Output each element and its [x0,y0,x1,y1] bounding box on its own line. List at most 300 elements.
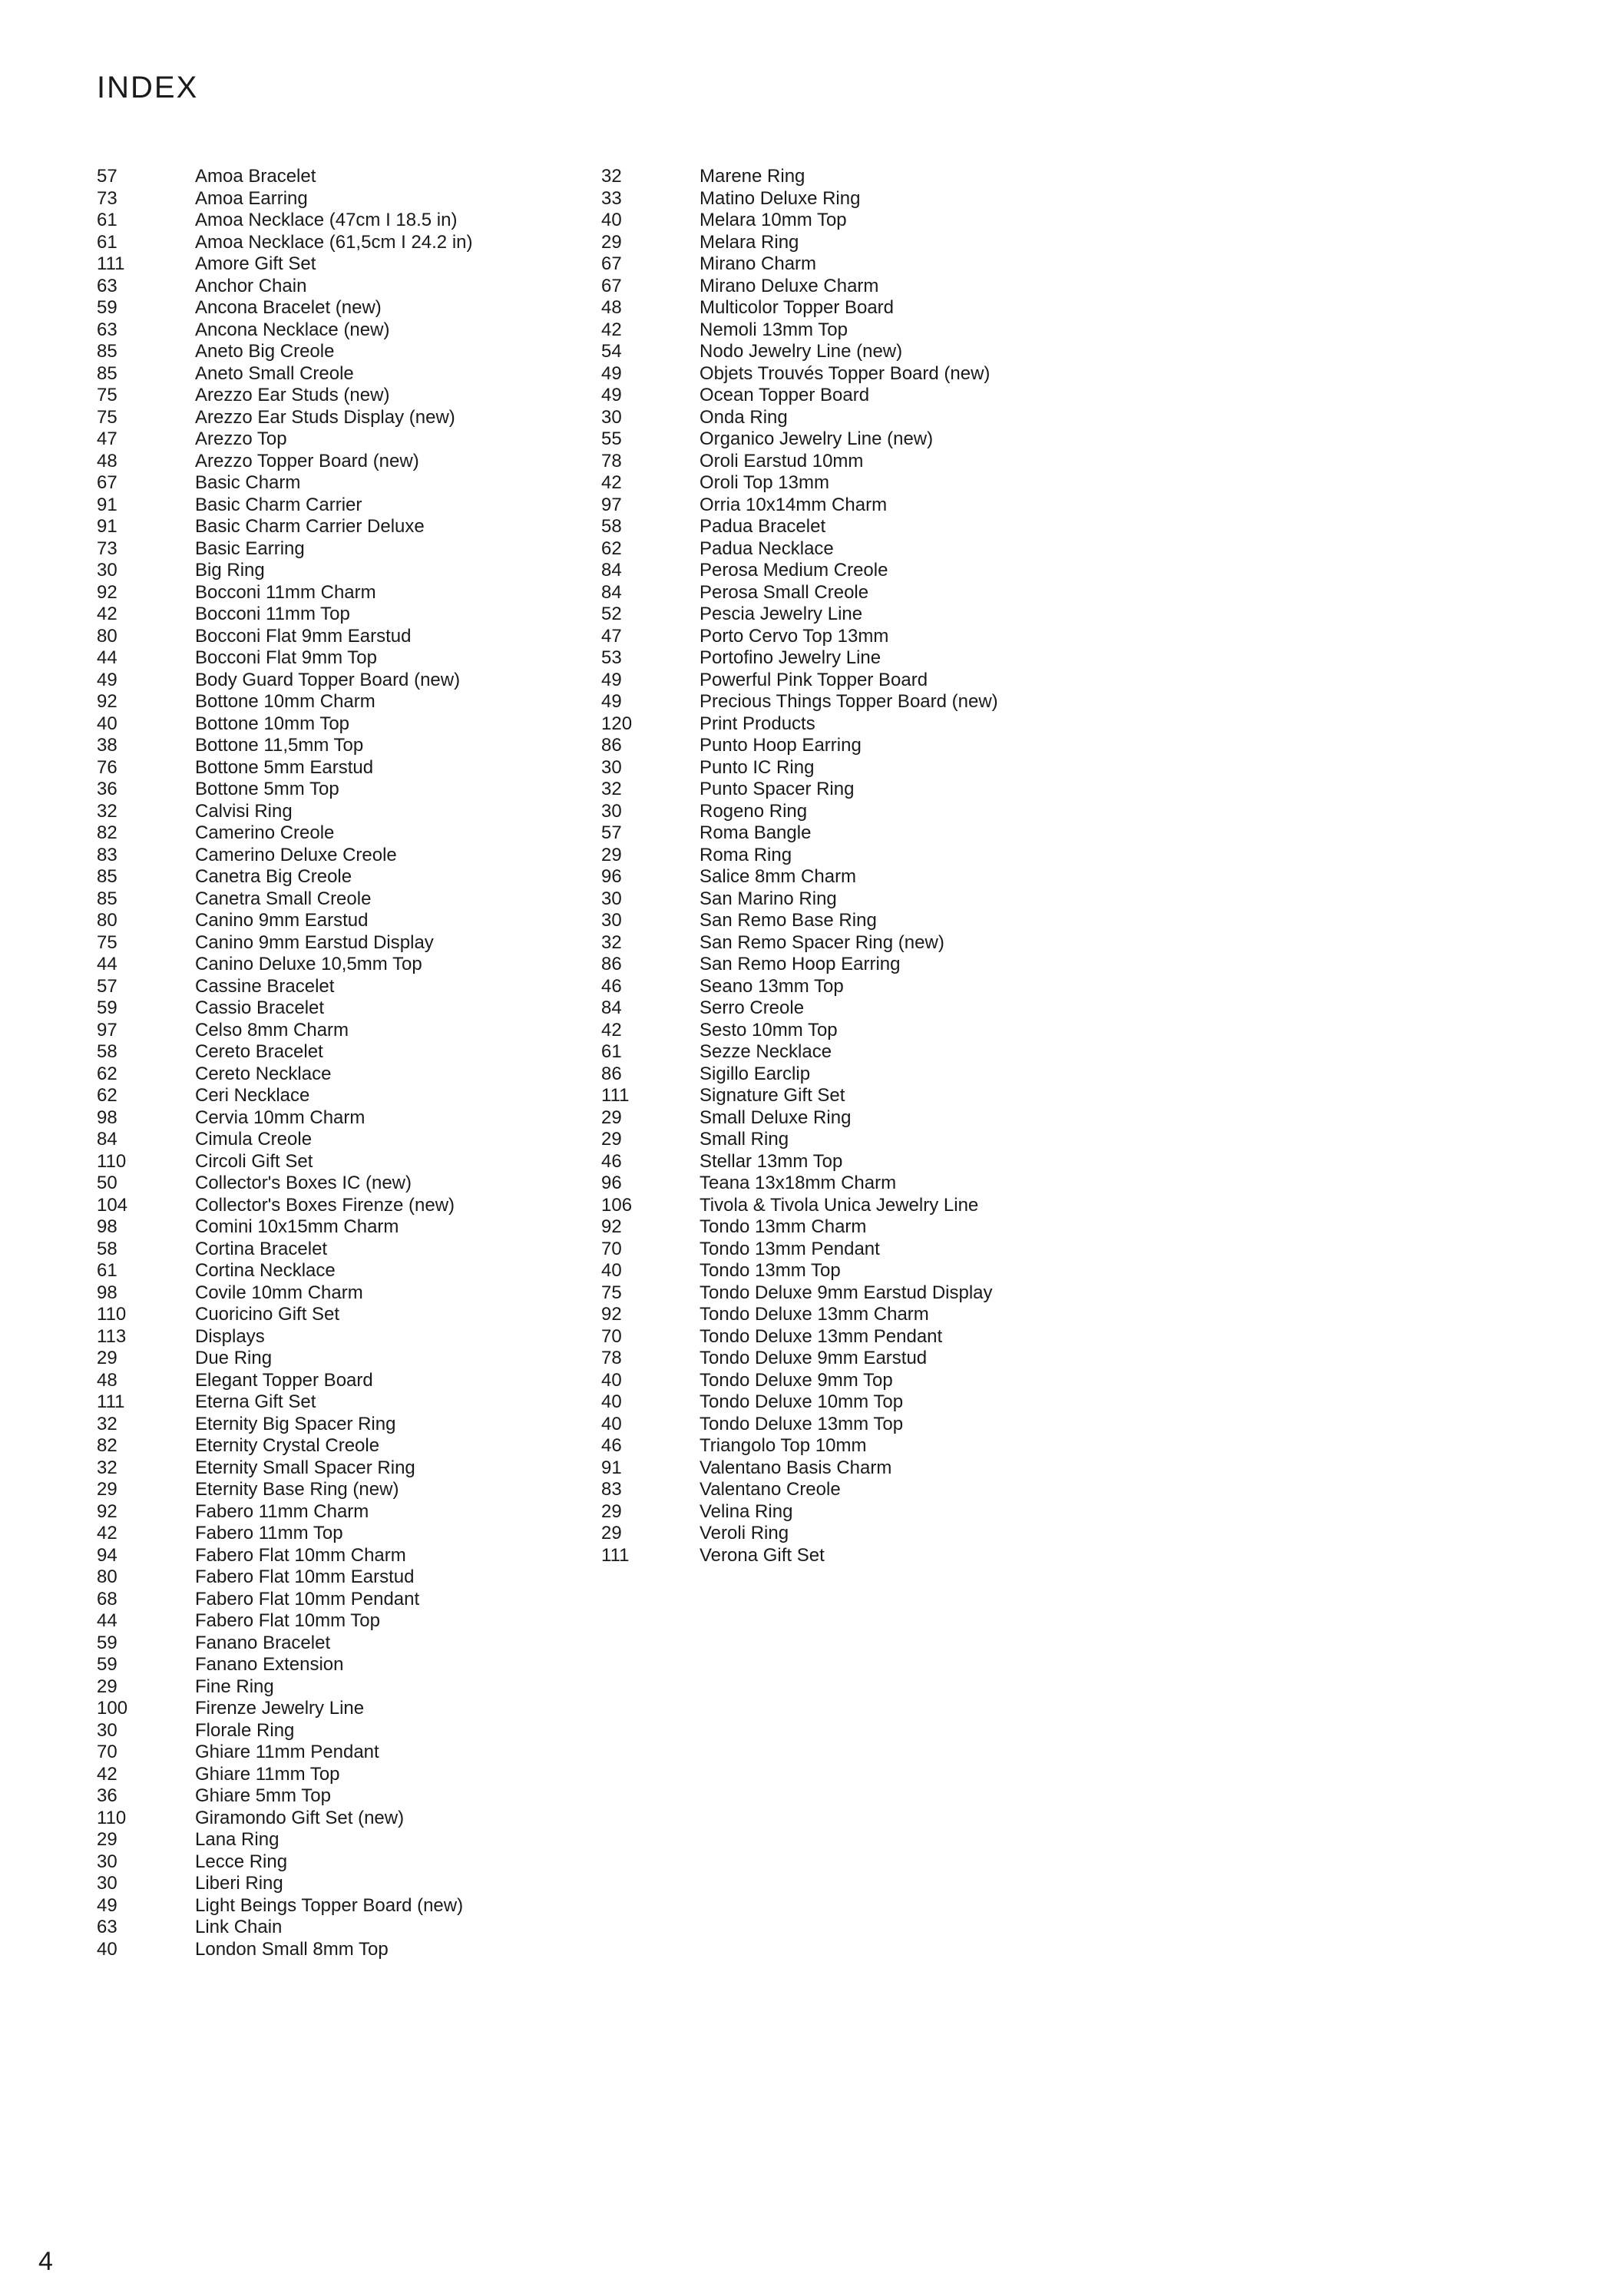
index-item-name: Amoa Necklace (47cm I 18.5 in) [195,210,458,230]
index-item-name: Eternity Big Spacer Ring [195,1413,396,1434]
index-entry [601,1391,998,1414]
index-item-name: Ghiare 5mm Top [195,1785,331,1806]
index-page-number: 32 [601,779,622,799]
index-entry [97,1610,473,1633]
index-item-name: Valentano Basis Charm [700,1457,892,1478]
index-entry [97,1107,473,1130]
index-item-name: Florale Ring [195,1719,295,1741]
index-entry [97,297,473,319]
index-item-name: Amoa Earring [195,187,308,209]
index-page-number: 50 [97,1173,117,1193]
index-entry [97,1216,473,1239]
index-entry [601,626,998,648]
index-entry [601,210,998,232]
index-entry [97,253,473,276]
index-entry [97,1589,473,1611]
index-item-name: Bocconi Flat 9mm Earstud [195,625,412,647]
index-entry [97,801,473,823]
index-entry [97,1567,473,1589]
index-page-number: 40 [97,1938,117,1960]
index-item-name: Melara 10mm Top [700,210,847,230]
index-page-number: 36 [97,779,117,799]
index-entry [97,735,473,757]
index-page-number: 40 [601,1413,622,1434]
index-page-number: 80 [97,1567,117,1587]
index-entry [97,1479,473,1501]
index-item-name: Fanano Extension [195,1654,344,1675]
index-page-number: 80 [97,910,117,931]
index-item-name: Big Ring [195,560,265,581]
index-entry [601,516,998,538]
index-page-number: 83 [97,844,117,865]
index-entry [601,166,998,188]
index-page-number: 59 [97,297,117,318]
index-page-number: 32 [601,166,622,187]
index-entry [97,232,473,254]
index-entry [97,1939,473,1961]
index-page-number: 82 [97,822,117,843]
index-item-name: Tivola & Tivola Unica Jewelry Line [700,1194,979,1216]
index-entry [601,713,998,736]
index-page-number: 63 [97,1917,117,1937]
index-entry [601,560,998,582]
index-page-number: 58 [97,1041,117,1062]
index-item-name: Salice 8mm Charm [700,866,857,887]
index-item-name: Covile 10mm Charm [195,1282,363,1303]
index-entry [601,1020,998,1042]
index-item-name: Verona Gift Set [700,1544,825,1566]
index-page-number: 29 [601,231,622,253]
index-entry [97,1370,473,1392]
index-page-number: 42 [601,319,622,340]
index-item-name: Multicolor Topper Board [700,297,895,318]
index-entry [601,1435,998,1457]
index-item-name: Eterna Gift Set [195,1391,316,1412]
index-entry [97,428,473,451]
index-entry [601,801,998,823]
index-entry [97,1348,473,1370]
index-entry [601,407,998,429]
index-page-number: 92 [97,691,117,712]
index-page-number: 97 [97,1019,117,1040]
index-entry [97,670,473,692]
index-page-number: 49 [601,669,622,690]
index-entry [601,188,998,210]
index-item-name: Cassio Bracelet [195,997,325,1018]
index-page-number: 92 [601,1304,622,1325]
index-item-name: Tondo Deluxe 9mm Earstud Display [700,1282,993,1303]
index-entry [601,1041,998,1064]
index-item-name: Marene Ring [700,166,805,187]
index-entry [601,932,998,954]
index-item-name: Oroli Top 13mm [700,472,829,493]
index-entry [97,604,473,626]
index-entry [97,1917,473,1939]
index-page-number: 42 [601,472,622,493]
index-entry [601,779,998,801]
index-item-name: Bottone 10mm Top [195,713,350,734]
index-item-name: Bocconi 11mm Charm [195,581,376,603]
index-item-name: Nodo Jewelry Line (new) [700,341,903,362]
index-item-name: Calvisi Ring [195,800,293,822]
index-item-name: Canino 9mm Earstud Display [195,931,434,953]
index-entry [601,1457,998,1480]
index-entry [601,1216,998,1239]
index-entry [97,1304,473,1326]
index-page-number: 63 [97,275,117,296]
index-item-name: Body Guard Topper Board (new) [195,669,461,690]
index-item-name: Bocconi Flat 9mm Top [195,647,377,668]
index-entry [601,1370,998,1392]
index-item-name: Seano 13mm Top [700,975,844,997]
index-page-number: 91 [97,494,117,515]
index-page-number: 91 [601,1457,622,1478]
index-page-number: 29 [601,844,622,865]
index-page-number: 85 [97,888,117,909]
index-page-number: 48 [601,297,622,318]
index-page-number: 58 [601,516,622,537]
index-entry [97,1195,473,1217]
index-item-name: Tondo Deluxe 13mm Charm [700,1304,929,1325]
index-page-number: 110 [97,1150,127,1172]
index-page-number: 47 [601,625,622,647]
index-entry [601,1151,998,1173]
index-entry [97,1698,473,1720]
index-entry [97,1808,473,1830]
index-entry [97,516,473,538]
index-page-number: 98 [97,1107,117,1128]
index-entry [97,1151,473,1173]
index-page-number: 57 [97,166,117,187]
index-entry [97,626,473,648]
index-entry [601,341,998,363]
index-item-name: San Remo Hoop Earring [700,954,901,974]
index-item-name: Print Products [700,713,815,734]
index-entry [601,1064,998,1086]
index-item-name: Matino Deluxe Ring [700,187,861,209]
index-page-number: 30 [97,1851,117,1872]
index-item-name: Small Ring [700,1129,789,1150]
index-page-number: 30 [97,1719,117,1741]
index-item-name: Roma Ring [700,844,792,865]
index-item-name: Precious Things Topper Board (new) [700,691,998,712]
index-page-number: 84 [601,581,622,603]
index-item-name: Basic Charm Carrier Deluxe [195,516,425,537]
index-item-name: Fabero Flat 10mm Pendant [195,1588,420,1610]
index-item-name: Punto Spacer Ring [700,779,855,799]
index-entry [97,822,473,845]
index-entry [601,604,998,626]
index-entry [601,1348,998,1370]
index-item-name: Fabero 11mm Charm [195,1500,369,1522]
index-page-number: 47 [97,428,117,449]
index-page-number: 85 [97,866,117,887]
index-item-name: Basic Charm [195,472,301,493]
index-page-number: 54 [601,341,622,362]
index-page-number: 113 [97,1325,127,1347]
index-item-name: Rogeno Ring [700,800,808,822]
index-entry [601,1304,998,1326]
index-entry [601,976,998,998]
index-item-name: San Remo Base Ring [700,910,877,931]
index-item-name: Eternity Base Ring (new) [195,1479,399,1500]
index-page-number: 29 [97,1676,117,1697]
index-page-number: 48 [97,450,117,471]
index-entry [97,910,473,932]
index-page-number: 44 [97,647,117,668]
index-entry [97,1326,473,1348]
index-entry [601,1239,998,1261]
index-page-number: 36 [97,1785,117,1806]
index-entry [97,1085,473,1107]
index-page-number: 49 [601,362,622,384]
index-page-number: 40 [97,713,117,734]
index-entry [601,845,998,867]
index-entry [97,713,473,736]
index-item-name: Mirano Deluxe Charm [700,275,879,296]
index-item-name: Canetra Small Creole [195,888,372,909]
index-page-number: 57 [97,975,117,997]
index-page-number: 111 [97,1391,125,1412]
index-entry [601,1129,998,1151]
index-page-number: 30 [601,406,622,428]
index-page-number: 84 [97,1129,117,1150]
index-page-number: 86 [601,735,622,756]
index-item-name: Link Chain [195,1917,283,1937]
index-item-name: Collector's Boxes Firenze (new) [195,1194,455,1216]
index-entry [601,1260,998,1282]
index-page-number: 86 [601,954,622,974]
index-item-name: Tondo Deluxe 9mm Earstud [700,1348,928,1368]
index-page-number: 46 [601,1435,622,1456]
index-item-name: Padua Bracelet [700,516,826,537]
index-entry [97,997,473,1020]
index-page-number: 97 [601,494,622,515]
index-entry [97,1239,473,1261]
index-item-name: Cereto Necklace [195,1063,332,1084]
index-item-name: Ghiare 11mm Pendant [195,1742,379,1762]
index-item-name: Cassine Bracelet [195,975,335,997]
index-page-number: 98 [97,1282,117,1303]
index-item-name: Tondo Deluxe 9mm Top [700,1369,893,1391]
index-item-name: Small Deluxe Ring [700,1107,852,1128]
index-item-name: Aneto Small Creole [195,362,354,384]
index-page-number: 78 [601,1348,622,1368]
index-page-number: 70 [97,1742,117,1762]
index-page-number: 111 [601,1085,630,1106]
index-entry [601,253,998,276]
index-item-name: Perosa Medium Creole [700,560,888,581]
index-item-name: Cuoricino Gift Set [195,1304,340,1325]
index-page-number: 46 [601,975,622,997]
index-entry [601,888,998,911]
index-item-name: Fine Ring [195,1676,274,1697]
index-item-name: Amoa Necklace (61,5cm I 24.2 in) [195,231,473,253]
index-page-number: 111 [601,1544,630,1566]
index-page-number: 49 [601,691,622,712]
index-page-number: 58 [97,1238,117,1259]
index-entry [97,341,473,363]
index-page-number: 92 [601,1216,622,1237]
index-item-name: Aneto Big Creole [195,341,335,362]
index-page-number: 49 [601,385,622,405]
index-page-number: 42 [97,604,117,624]
index-entry [601,1414,998,1436]
index-page-number: 61 [97,1260,117,1281]
index-entry [97,1633,473,1655]
index-page-number: 104 [97,1194,128,1216]
index-entry [601,866,998,888]
index-entry [97,1391,473,1414]
index-entry [97,1020,473,1042]
index-entry [601,647,998,670]
index-page-number: 30 [97,1873,117,1894]
index-page-number: 40 [601,1391,622,1412]
index-item-name: Cervia 10mm Charm [195,1107,365,1128]
index-item-name: Powerful Pink Topper Board [700,669,928,690]
index-item-name: Canetra Big Creole [195,866,352,887]
index-entry [601,472,998,495]
index-page-number: 110 [97,1304,127,1325]
index-entry [601,1085,998,1107]
index-entry [601,1479,998,1501]
index-entry [97,1654,473,1676]
index-item-name: Roma Bangle [700,822,812,843]
index-item-name: San Remo Spacer Ring (new) [700,931,944,953]
index-item-name: Due Ring [195,1348,273,1368]
index-page-number: 38 [97,735,117,756]
index-entry [601,910,998,932]
index-page-number: 68 [97,1588,117,1610]
index-item-name: Liberi Ring [195,1873,283,1894]
index-item-name: Onda Ring [700,406,788,428]
index-entry [97,472,473,495]
index-item-name: Bocconi 11mm Top [195,604,350,624]
index-page-number: 40 [601,210,622,230]
index-page-number: 63 [97,319,117,340]
index-entry [97,1873,473,1895]
index-entry [97,647,473,670]
index-page-number: 106 [601,1194,633,1216]
index-page-number: 30 [601,910,622,931]
index-item-name: Velina Ring [700,1500,793,1522]
index-entry [97,538,473,561]
index-entry [97,1742,473,1764]
index-entry [601,1523,998,1545]
index-page-number: 32 [97,800,117,822]
index-item-name: Anchor Chain [195,275,307,296]
index-entry [97,1895,473,1917]
index-item-name: Cortina Bracelet [195,1238,328,1259]
index-page-number: 73 [97,187,117,209]
index-page-number: 85 [97,362,117,384]
index-entry [601,1326,998,1348]
index-entry [601,1501,998,1523]
index-entry [97,1457,473,1480]
page-title: INDEX [97,71,199,104]
index-item-name: Oroli Earstud 10mm [700,450,864,471]
index-page-number: 62 [97,1063,117,1084]
index-item-name: Perosa Small Creole [700,581,869,603]
index-item-name: Punto IC Ring [700,756,815,778]
index-page-number: 59 [97,997,117,1018]
index-item-name: Canino 9mm Earstud [195,910,369,931]
index-item-name: Fabero 11mm Top [195,1523,343,1543]
index-page-number: 67 [601,253,622,274]
index-page-number: 94 [97,1544,117,1566]
index-entry [97,888,473,911]
index-item-name: Bottone 5mm Top [195,779,339,799]
index-page-number: 111 [97,253,125,274]
index-item-name: Melara Ring [700,231,799,253]
index-item-name: Arezzo Topper Board (new) [195,450,419,471]
index-page-number: 92 [97,1500,117,1522]
index-page-number: 75 [601,1282,622,1303]
index-item-name: Celso 8mm Charm [195,1019,349,1040]
index-item-name: Veroli Ring [700,1523,789,1543]
index-page-number: 73 [97,538,117,559]
index-entry [601,1545,998,1567]
index-page-number: 100 [97,1698,128,1719]
index-item-name: Tondo 13mm Charm [700,1216,867,1237]
index-item-name: Cereto Bracelet [195,1041,323,1062]
index-item-name: Stellar 13mm Top [700,1150,843,1172]
index-item-name: Tondo 13mm Top [700,1260,841,1281]
index-entry [97,691,473,713]
index-entry [97,560,473,582]
index-item-name: Arezzo Ear Studs Display (new) [195,406,455,428]
index-entry [601,822,998,845]
index-page-number: 98 [97,1216,117,1237]
index-entry [97,976,473,998]
index-page-number: 48 [97,1369,117,1391]
index-entry [97,210,473,232]
index-page-number: 32 [97,1413,117,1434]
index-item-name: Tondo Deluxe 13mm Pendant [700,1325,943,1347]
index-item-name: Basic Earring [195,538,305,559]
index-page-number: 110 [97,1807,127,1828]
index-entry [97,1785,473,1808]
index-page-number: 92 [97,581,117,603]
index-page-number: 75 [97,406,117,428]
index-page-number: 30 [601,800,622,822]
index-page-number: 59 [97,1632,117,1653]
index-page-number: 61 [601,1041,622,1062]
index-item-name: Sezze Necklace [700,1041,832,1062]
index-item-name: Amore Gift Set [195,253,316,274]
index-entry [97,779,473,801]
index-entry [601,997,998,1020]
index-entry [97,363,473,385]
index-item-name: Tondo 13mm Pendant [700,1238,880,1259]
index-entry [97,407,473,429]
index-item-name: Serro Creole [700,997,805,1018]
index-page-number: 32 [601,931,622,953]
index-item-name: Amoa Bracelet [195,166,316,187]
index-item-name: Signature Gift Set [700,1085,845,1106]
index-entry [97,276,473,298]
index-entry [601,538,998,561]
index-page-number: 61 [97,210,117,230]
index-page-number: 30 [601,756,622,778]
index-page-number: 78 [601,450,622,471]
index-page-number: 67 [97,472,117,493]
index-page-number: 85 [97,341,117,362]
index-item-name: Basic Charm Carrier [195,494,362,515]
index-entry [601,670,998,692]
index-item-name: Nemoli 13mm Top [700,319,848,340]
index-item-name: Porto Cervo Top 13mm [700,625,889,647]
